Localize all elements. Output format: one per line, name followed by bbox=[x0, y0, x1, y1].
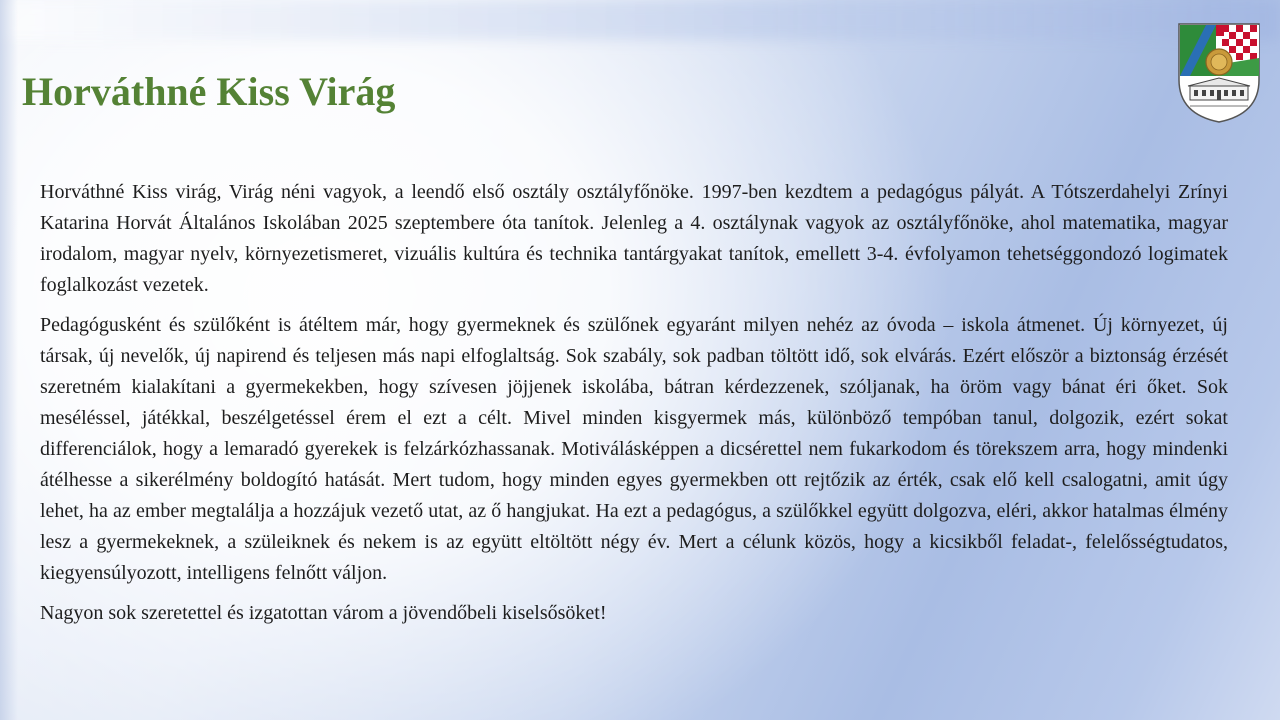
school-crest-icon bbox=[1176, 18, 1262, 124]
decorative-top-band bbox=[0, 0, 1280, 40]
slide-title: Horváthné Kiss Virág bbox=[22, 69, 396, 114]
paragraph-closing: Nagyon sok szeretettel és izgatottan várom a jövendőbeli kiselsősöket! bbox=[40, 602, 607, 624]
paragraph-philosophy: Pedagógusként és szülőként is átéltem már, hogy gyermeknek és szülőnek egyaránt milyen nehéz az óvoda – iskola átmenet. Új környezet, új társak, új nevelők, új napirend és teljesen más napi elfoglaltság. Sok szabály, sok padban töltött idő, sok elvárás. Ezért először a biztonság érzését szeretném kialakítani a gyermekekben, hogy szívesen jöjjenek iskolába, bátran kérdezzenek, szóljanak, ha öröm vagy bánat éri őket. Sok meséléssel, játékkal, beszélgetéssel érem el ezt a célt. Mivel minden kisgyermek más, különböző tempóban tanul, dolgozik, ezért sokat differenciálok, hogy a lemaradó gyerekek is felzárkózhassanak. Motiválásképpen a dicsérettel nem fukarkodom és törekszem arra, hogy mindenki átélhesse a sikerélmény boldogító hatását. Mert tudom, hogy minden egyes gyermekben ott rejtőzik az érték, csak elő kell csalogatni, amit úgy lehet, ha az ember megtalálja a hozzájuk vezető utat, az ő hangjukat. Ha ezt a pedagógus, a szülőkkel együtt dolgozva, eléri, akkor hatalmas élmény lesz a gyermekeknek, a szüleiknek és nekem is az együtt eltöltött négy év. Mert a célunk közös, hogy a kicsikből feladat-, felelősségtudatos, kiegyensúlyozott, intelligens felnőtt váljon. bbox=[40, 314, 1228, 584]
decorative-left-edge bbox=[0, 0, 18, 720]
slide-body bbox=[40, 177, 1228, 638]
paragraph-intro: Horváthné Kiss virág, Virág néni vagyok, a leendő első osztály osztályfőnöke. 1997-ben kezdtem a pedagógus pályát. A Tótszerdahelyi Zrínyi Katarina Horvát Általános Iskolában 2025 szeptembere óta tanítok. Jelenleg a 4. osztálynak vagyok az osztályfőnöke, ahol matematika, magyar irodalom, magyar nyelv, környezetismeret, vizuális kultúra és technika tantárgyakat tanítok, emellett 3-4. évfolyamon tehetséggondozó logimatek foglalkozást vezetek. bbox=[40, 181, 1228, 296]
